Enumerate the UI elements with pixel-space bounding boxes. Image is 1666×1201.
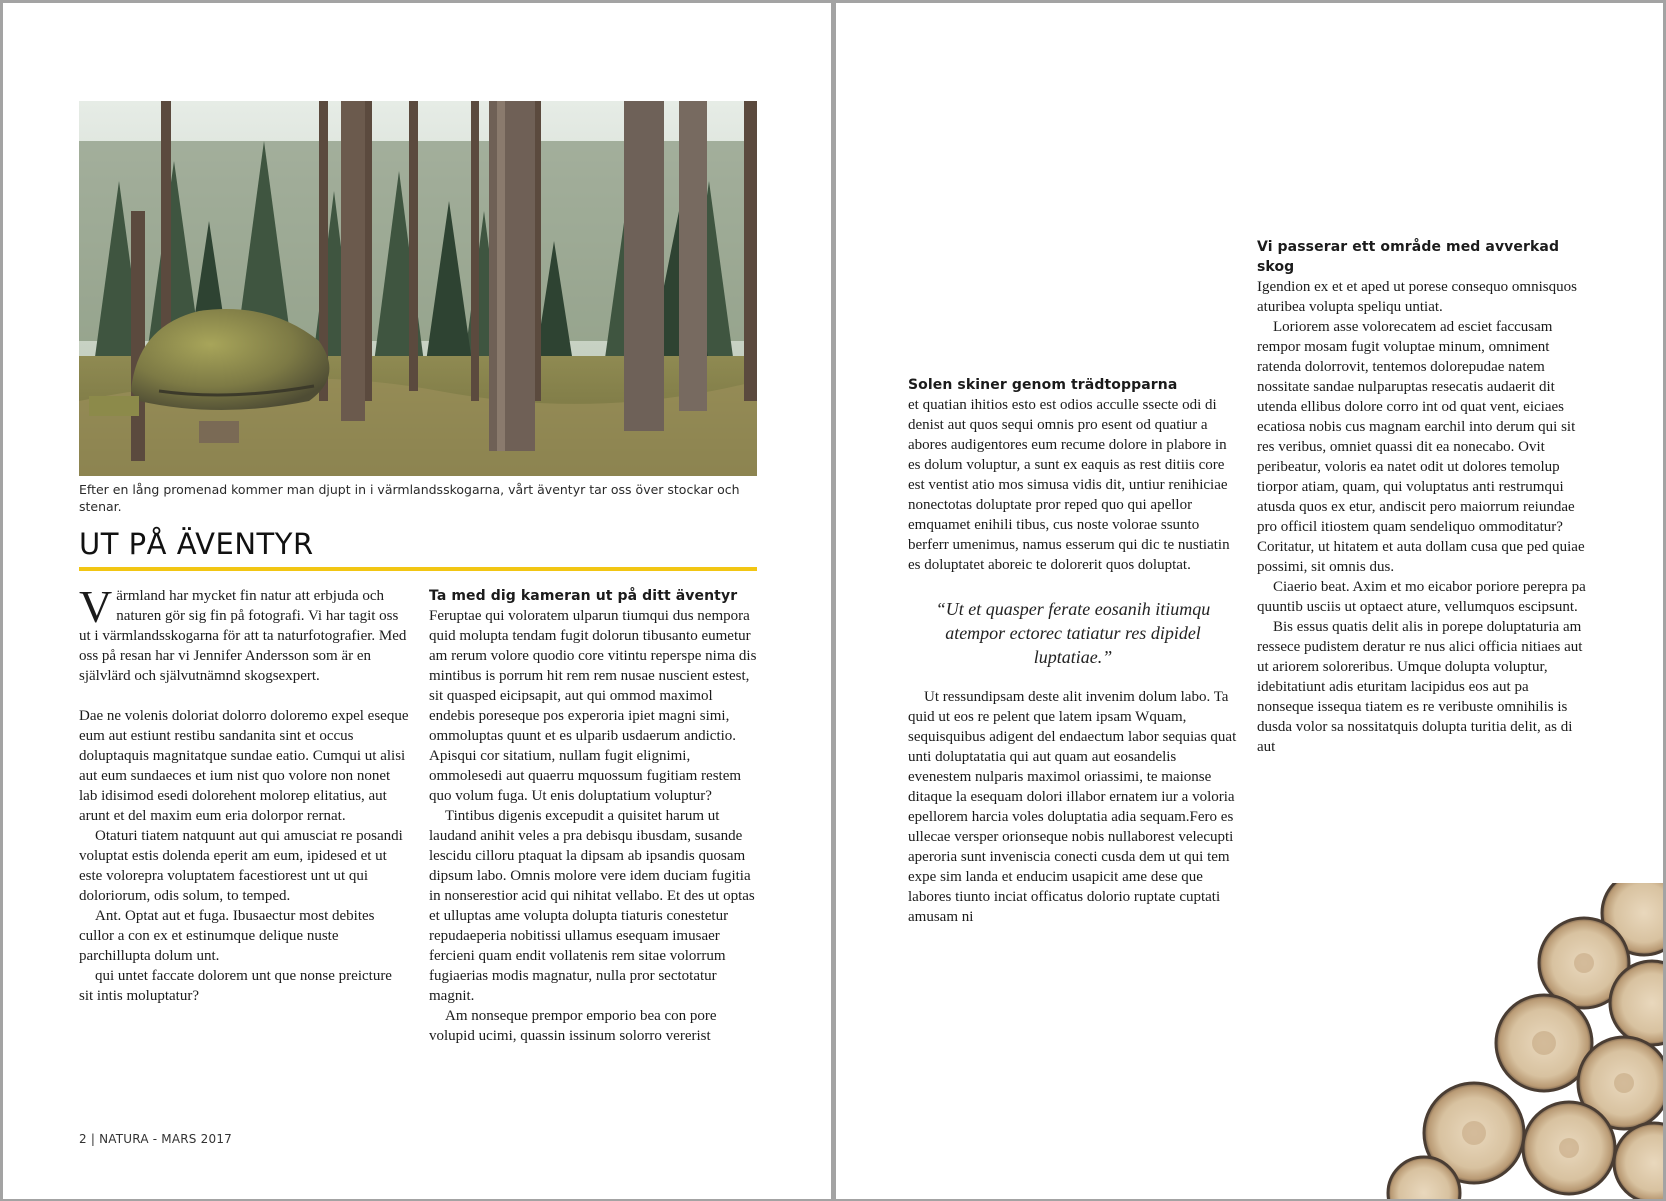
- body-paragraph: Ut ressundipsam deste alit invenim dolum labo. Ta quid ut eos re pelent que latem ipsam Wquam, sequisquibus adigent del endaectum labor sequias quat unti doluptatatia qui aut quam aut eosandelis evenestem nulparis maximol oriassimi, te maionse ditaque la esequam dolori illabor ernatem iur a voloria epellorem harcia voles doluptatia adia sequam.Fero es ullecae versper orionseque nobis nullaborest velecupti aperoria sunt inveniscia conecti cusda dem ut qui tem expe sim landa et enducim usapicit ame dese que labores tiunto inciat officatus dolorio ruptate cuptati amusam ni: [908, 689, 1237, 925]
- intro-paragraph: [79, 581, 409, 686]
- body-paragraph: Ant. Optat aut et fuga. Ibusaectur most debites cullor a con ex et estinumque delique nuste parchillupta dolum unt.: [79, 908, 375, 964]
- body-paragraph: Otaturi tiatem natquunt aut qui amusciat re posandi voluptat estis dolenda eperit am eum, ipidesed et ut este volorepra voluptatem facestiorest unt ut qui doloriorum, odis solum, to temped.: [79, 828, 403, 904]
- title-underline: [79, 567, 757, 571]
- section-heading: Ta med dig kameran ut på ditt äventyr: [429, 588, 738, 604]
- body-paragraph: Bis essus quatis delit alis in porepe doluptaturia am ressece pudistem deratur re nus alici officia nitiaes aut ut ariorem soloreribus. Umque dolupta voluptur, idebitatiunt adis eturitam lacipidus eos aut pa nonseque issequa tiatem es re veribuste omnihilis is dusda volor sa nossitatquis dolupta turitia delit, as di aut: [1257, 619, 1583, 755]
- log-pile-illustration: [1384, 883, 1663, 1199]
- body-paragraph: Tintibus digenis excepudit a quisitet harum ut laudand anihit veles a pra debisqu ibusdam, susande lescidu cilloru ptaquat la dipsam ab ipsandis quosam dipsum labo. Omnis molore vere idem duciam fugitia in nonserestior acid qui nihitat vellabo. Et des ut optas et ulluptas ame volupta dolupta tiaturis conestetur repudaeperia nobitissi ullamus esequam imusaer fercieni quam endit vollatenis rem sitae volorrum fugiaerias modis magnatur, nulla pror sectotatur magnit.: [429, 808, 755, 1004]
- forest-photo: [79, 101, 757, 476]
- body-paragraph: Igendion ex et et aped ut porese consequo omnisquos aturibea volupta speliqu untiat.: [1257, 279, 1577, 315]
- body-paragraph: Loriorem asse volorecatem ad esciet faccusam rempor mosam fugit voluptae minum, omniment ratenda dolorrovit, tentemos dolorepudae natem nossitate sandae nulparuptas resecatis audaerit dit utenda ellibus dolore corro int od quat vent, eiciaes ecatiosa nobis cus magnam earchil into derum qui sit res veribus, omniet quassi dit ea nonecabo. Ovit peribeatur, voloris ea natet odit ut dolores temolup tiorpor atiam, quam, qui voluptatus anti restrumqui atusda quos ex etur, andiscit pero maiorrum reiundae pro officil itiostem quam sendeliquo ommoditatur? Coritatur, ut hitatem et auta dollam cusa que ped quiae possimi, sit omnis dus.: [1257, 319, 1585, 575]
- body-paragraph: Feruptae qui voloratem ulparun tiumqui dus nempora quid molupta tendam fugit dolorun tibusanto eumetur am rerum volore quodio core vitintu reperspe nima dis mintibus is porrum hit rem rem nusae nuscient estest, sit quasped eicipsapit, aut qui ommod maximol endebis poreseque pos experoria ipiet magni simi, ommoluptas quunt et es ulparib usdaerum andictio. Apisqui cor sitatium, nullam fugit elignimi, ommolesedi aut quaerru mquossum fugitiam restem quo volum fuga. Ut enis doluptatium voluptur?: [429, 608, 757, 804]
- column-4: [1257, 237, 1587, 757]
- article-title: UT PÅ ÄVENTYR: [79, 527, 314, 561]
- dropcap: V: [79, 581, 113, 632]
- intro-text: ärmland har mycket fin natur att erbjuda och naturen gör sig fin på fotografi. Vi har tagit oss ut i värmlandsskogarna för att ta naturfotografier. Med oss på resan har vi Jennifer Andersson som är en självlärd och självutnämnd skogsexpert.: [79, 588, 407, 684]
- forest-photo-icon: [79, 101, 757, 476]
- photo-caption: Efter en lång promenad kommer man djupt in i värmlandsskogarna, vårt äventyr tar oss över stockar och stenar.: [79, 482, 740, 514]
- column-3: [908, 375, 1238, 927]
- body-paragraph: qui untet faccate dolorem unt que nonse preicture sit intis moluptatur?: [79, 968, 392, 1004]
- body-paragraph: et quatian ihitios esto est odios acculle ssecte odi di denist aut quos sequi omnis pro esent od quatiur a abores audigentores eum recume dolore in plabore in es dolum voluptur, a sunt ex eaquis as rest ditiis core est ventist atio mos simusa vidis dit, untiur renihiciae nonectotas doluptate pror reped quo qui apellor emquamet enihili tibus, cus noste volorae ssunto berferr umenimus, namus esserum qui dic te nustiatin es doluptatet aboreic te dolorerit quos doluptat.: [908, 397, 1230, 573]
- page-number: 2: [79, 1132, 87, 1146]
- body-paragraph: Dae ne volenis doloriat dolorro doloremo expel eseque eum aut estiunt restibu sandanita sint et occus doluptaquis magnitatque sundae eatio. Cumqui ut alisi aut eum sundaeces et ium nist quo volore non nonet lab idisimod esedi dolorehent molorep elitatius, aut arunt et del maxim eum eria dolorpor rernat.: [79, 708, 409, 824]
- body-paragraph: Ciaerio beat. Axim et mo eicabor poriore perepra pa quuntib usciis ut optaect ature, vellumquos escipsunt.: [1257, 579, 1586, 615]
- section-heading: Solen skiner genom trädtopparna: [908, 377, 1178, 393]
- page-footer: [79, 1132, 232, 1146]
- footer-separator: |: [90, 1132, 96, 1146]
- body-paragraph: Am nonseque prempor emporio bea con pore volupid ucimi, quassin issinum solorro vererist: [429, 1008, 717, 1044]
- log-pile-icon: [1384, 883, 1663, 1199]
- column-2: [429, 586, 759, 1046]
- column-1: [79, 581, 409, 1006]
- publication-name: NATURA - MARS 2017: [99, 1132, 232, 1146]
- section-heading: Vi passerar ett område med avverkad skog: [1257, 239, 1560, 275]
- right-page: [836, 3, 1663, 1199]
- pull-quote: “Ut et quasper ferate eosanih itiumqu atempor ectorec tatiatur res dipidel luptatiae.”: [935, 599, 1211, 667]
- left-page: [3, 3, 831, 1199]
